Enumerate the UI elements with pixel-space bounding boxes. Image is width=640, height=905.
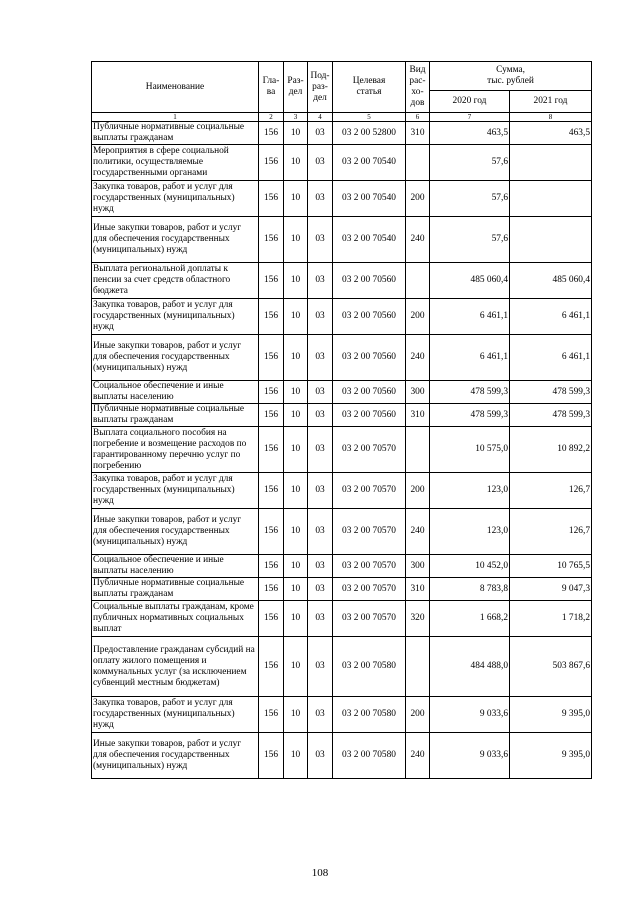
- row-glava: 156: [259, 637, 284, 697]
- row-vid: 240: [406, 509, 430, 555]
- row-amount-2021: 6 461,1: [510, 335, 592, 381]
- row-razdel: 10: [284, 263, 308, 299]
- row-amount-2020: 10 452,0: [430, 555, 510, 578]
- row-amount-2021: 9 395,0: [510, 697, 592, 733]
- row-vid: [406, 427, 430, 473]
- row-podrazdel: 03: [308, 381, 333, 404]
- table-row: [92, 601, 592, 637]
- table-row: [92, 555, 592, 578]
- col-number: 3: [284, 113, 308, 122]
- row-statya: 03 2 00 70570: [333, 473, 406, 509]
- row-podrazdel: 03: [308, 122, 333, 145]
- row-glava: 156: [259, 578, 284, 601]
- row-amount-2021: 463,5: [510, 122, 592, 145]
- row-glava: 156: [259, 145, 284, 181]
- row-glava: 156: [259, 509, 284, 555]
- row-name: Иные закупки товаров, работ и услуг для обеспечения государственных (муниципальных) нужд: [92, 335, 259, 381]
- row-glava: 156: [259, 697, 284, 733]
- row-amount-2021: [510, 217, 592, 263]
- row-statya: 03 2 00 70570: [333, 578, 406, 601]
- row-razdel: 10: [284, 381, 308, 404]
- row-amount-2020: 57,6: [430, 217, 510, 263]
- row-vid: 310: [406, 122, 430, 145]
- row-name: Выплата социального пособия на погребение и возмещение расходов по гарантированному перечню услуг по погребению: [92, 427, 259, 473]
- table-row: [92, 733, 592, 779]
- row-amount-2021: [510, 145, 592, 181]
- row-podrazdel: 03: [308, 335, 333, 381]
- col-number: 5: [333, 113, 406, 122]
- table-row: [92, 473, 592, 509]
- row-amount-2021: 503 867,6: [510, 637, 592, 697]
- table-row: [92, 509, 592, 555]
- row-statya: 03 2 00 70560: [333, 404, 406, 427]
- table-row: [92, 122, 592, 145]
- table-row: [92, 145, 592, 181]
- row-podrazdel: 03: [308, 733, 333, 779]
- row-razdel: 10: [284, 473, 308, 509]
- row-amount-2020: 57,6: [430, 145, 510, 181]
- row-name: Социальные выплаты гражданам, кроме публичных нормативных социальных выплат: [92, 601, 259, 637]
- table-row: [92, 697, 592, 733]
- row-statya: 03 2 00 70570: [333, 509, 406, 555]
- row-vid: 300: [406, 555, 430, 578]
- row-amount-2021: 9 047,3: [510, 578, 592, 601]
- table-row: [92, 427, 592, 473]
- header-2020: 2020 год: [430, 91, 510, 113]
- row-amount-2021: 10 765,5: [510, 555, 592, 578]
- row-name: Публичные нормативные социальные выплаты гражданам: [92, 578, 259, 601]
- row-amount-2020: 478 599,3: [430, 381, 510, 404]
- row-amount-2021: 10 892,2: [510, 427, 592, 473]
- row-amount-2020: 123,0: [430, 509, 510, 555]
- row-podrazdel: 03: [308, 473, 333, 509]
- row-razdel: 10: [284, 637, 308, 697]
- row-amount-2020: 9 033,6: [430, 733, 510, 779]
- row-amount-2020: 478 599,3: [430, 404, 510, 427]
- row-name: Иные закупки товаров, работ и услуг для обеспечения государственных (муниципальных) нужд: [92, 733, 259, 779]
- header-vid: Вид рас- хо- дов: [406, 62, 430, 113]
- table-row: [92, 381, 592, 404]
- col-number: 4: [308, 113, 333, 122]
- col-number: 8: [510, 113, 592, 122]
- row-vid: 320: [406, 601, 430, 637]
- row-podrazdel: 03: [308, 263, 333, 299]
- row-razdel: 10: [284, 299, 308, 335]
- row-statya: 03 2 00 70540: [333, 217, 406, 263]
- row-razdel: 10: [284, 555, 308, 578]
- header-razdel: Раз- дел: [284, 62, 308, 113]
- row-name: Предоставление гражданам субсидий на оплату жилого помещения и коммунальных услуг (за исключением субвенций местным бюджетам): [92, 637, 259, 697]
- col-number: 2: [259, 113, 284, 122]
- row-glava: 156: [259, 263, 284, 299]
- row-amount-2021: 485 060,4: [510, 263, 592, 299]
- row-razdel: 10: [284, 733, 308, 779]
- row-vid: 200: [406, 299, 430, 335]
- table-row: [92, 404, 592, 427]
- row-vid: 200: [406, 697, 430, 733]
- row-vid: 240: [406, 335, 430, 381]
- row-vid: 240: [406, 217, 430, 263]
- row-glava: 156: [259, 217, 284, 263]
- row-name: Социальное обеспечение и иные выплаты населению: [92, 555, 259, 578]
- row-podrazdel: 03: [308, 555, 333, 578]
- row-razdel: 10: [284, 697, 308, 733]
- row-podrazdel: 03: [308, 181, 333, 217]
- row-name: Закупка товаров, работ и услуг для государственных (муниципальных) нужд: [92, 299, 259, 335]
- row-amount-2020: 484 488,0: [430, 637, 510, 697]
- row-statya: 03 2 00 70570: [333, 601, 406, 637]
- row-podrazdel: 03: [308, 637, 333, 697]
- row-amount-2021: 1 718,2: [510, 601, 592, 637]
- row-vid: 240: [406, 733, 430, 779]
- row-glava: 156: [259, 473, 284, 509]
- row-amount-2021: 478 599,3: [510, 404, 592, 427]
- table-row: [92, 217, 592, 263]
- row-vid: 310: [406, 578, 430, 601]
- row-podrazdel: 03: [308, 427, 333, 473]
- row-podrazdel: 03: [308, 601, 333, 637]
- row-podrazdel: 03: [308, 145, 333, 181]
- row-vid: 200: [406, 473, 430, 509]
- row-amount-2020: 485 060,4: [430, 263, 510, 299]
- row-statya: 03 2 00 70580: [333, 733, 406, 779]
- row-razdel: 10: [284, 145, 308, 181]
- row-glava: 156: [259, 427, 284, 473]
- page-number: 108: [311, 867, 329, 879]
- row-name: Закупка товаров, работ и услуг для государственных (муниципальных) нужд: [92, 473, 259, 509]
- row-vid: 200: [406, 181, 430, 217]
- row-amount-2021: 478 599,3: [510, 381, 592, 404]
- row-statya: 03 2 00 70580: [333, 697, 406, 733]
- row-razdel: 10: [284, 404, 308, 427]
- row-statya: 03 2 00 70560: [333, 299, 406, 335]
- row-amount-2021: [510, 181, 592, 217]
- row-vid: [406, 263, 430, 299]
- row-amount-2021: 6 461,1: [510, 299, 592, 335]
- row-razdel: 10: [284, 335, 308, 381]
- row-statya: 03 2 00 70570: [333, 427, 406, 473]
- row-statya: 03 2 00 52800: [333, 122, 406, 145]
- header-2021: 2021 год: [510, 91, 592, 113]
- row-glava: 156: [259, 181, 284, 217]
- row-amount-2021: 126,7: [510, 473, 592, 509]
- row-razdel: 10: [284, 181, 308, 217]
- budget-table: [91, 61, 592, 779]
- row-vid: [406, 145, 430, 181]
- row-razdel: 10: [284, 578, 308, 601]
- row-razdel: 10: [284, 509, 308, 555]
- row-amount-2020: 6 461,1: [430, 335, 510, 381]
- row-podrazdel: 03: [308, 697, 333, 733]
- row-razdel: 10: [284, 427, 308, 473]
- row-amount-2021: 9 395,0: [510, 733, 592, 779]
- row-statya: 03 2 00 70560: [333, 381, 406, 404]
- row-glava: 156: [259, 122, 284, 145]
- row-podrazdel: 03: [308, 578, 333, 601]
- row-podrazdel: 03: [308, 299, 333, 335]
- row-amount-2020: 57,6: [430, 181, 510, 217]
- table-row: [92, 335, 592, 381]
- row-glava: 156: [259, 555, 284, 578]
- column-number-row: [92, 113, 592, 122]
- row-glava: 156: [259, 601, 284, 637]
- row-glava: 156: [259, 404, 284, 427]
- row-name: Мероприятия в сфере социальной политики, осуществляемые государственными органами: [92, 145, 259, 181]
- col-number: 1: [92, 113, 259, 122]
- row-vid: [406, 637, 430, 697]
- header-name: Наименование: [92, 62, 259, 113]
- row-razdel: 10: [284, 122, 308, 145]
- row-statya: 03 2 00 70580: [333, 637, 406, 697]
- header-glava: Гла- ва: [259, 62, 284, 113]
- table-row: [92, 263, 592, 299]
- row-amount-2020: 463,5: [430, 122, 510, 145]
- table-row: [92, 637, 592, 697]
- row-amount-2020: 8 783,8: [430, 578, 510, 601]
- header-podrazdel: Под- раз- дел: [308, 62, 333, 113]
- row-amount-2020: 1 668,2: [430, 601, 510, 637]
- row-amount-2020: 9 033,6: [430, 697, 510, 733]
- row-amount-2020: 6 461,1: [430, 299, 510, 335]
- table-row: [92, 181, 592, 217]
- row-name: Социальное обеспечение и иные выплаты населению: [92, 381, 259, 404]
- row-amount-2020: 123,0: [430, 473, 510, 509]
- row-name: Иные закупки товаров, работ и услуг для обеспечения государственных (муниципальных) нужд: [92, 509, 259, 555]
- row-statya: 03 2 00 70560: [333, 263, 406, 299]
- table-row: [92, 578, 592, 601]
- row-statya: 03 2 00 70560: [333, 335, 406, 381]
- header-summa: Сумма, тыс. рублей: [430, 62, 592, 91]
- row-statya: 03 2 00 70570: [333, 555, 406, 578]
- row-podrazdel: 03: [308, 217, 333, 263]
- col-number: 6: [406, 113, 430, 122]
- row-amount-2021: 126,7: [510, 509, 592, 555]
- row-statya: 03 2 00 70540: [333, 145, 406, 181]
- row-vid: 310: [406, 404, 430, 427]
- row-razdel: 10: [284, 601, 308, 637]
- row-glava: 156: [259, 733, 284, 779]
- row-name: Выплата региональной доплаты к пенсии за счет средств областного бюджета: [92, 263, 259, 299]
- row-amount-2020: 10 575,0: [430, 427, 510, 473]
- row-glava: 156: [259, 299, 284, 335]
- row-glava: 156: [259, 381, 284, 404]
- row-name: Публичные нормативные социальные выплаты гражданам: [92, 122, 259, 145]
- row-name: Закупка товаров, работ и услуг для государственных (муниципальных) нужд: [92, 181, 259, 217]
- table-row: [92, 299, 592, 335]
- col-number: 7: [430, 113, 510, 122]
- row-name: Иные закупки товаров, работ и услуг для обеспечения государственных (муниципальных) нужд: [92, 217, 259, 263]
- row-name: Закупка товаров, работ и услуг для государственных (муниципальных) нужд: [92, 697, 259, 733]
- row-razdel: 10: [284, 217, 308, 263]
- row-podrazdel: 03: [308, 509, 333, 555]
- row-glava: 156: [259, 335, 284, 381]
- row-podrazdel: 03: [308, 404, 333, 427]
- header-statya: Целевая статья: [333, 62, 406, 113]
- row-statya: 03 2 00 70540: [333, 181, 406, 217]
- row-vid: 300: [406, 381, 430, 404]
- row-name: Публичные нормативные социальные выплаты гражданам: [92, 404, 259, 427]
